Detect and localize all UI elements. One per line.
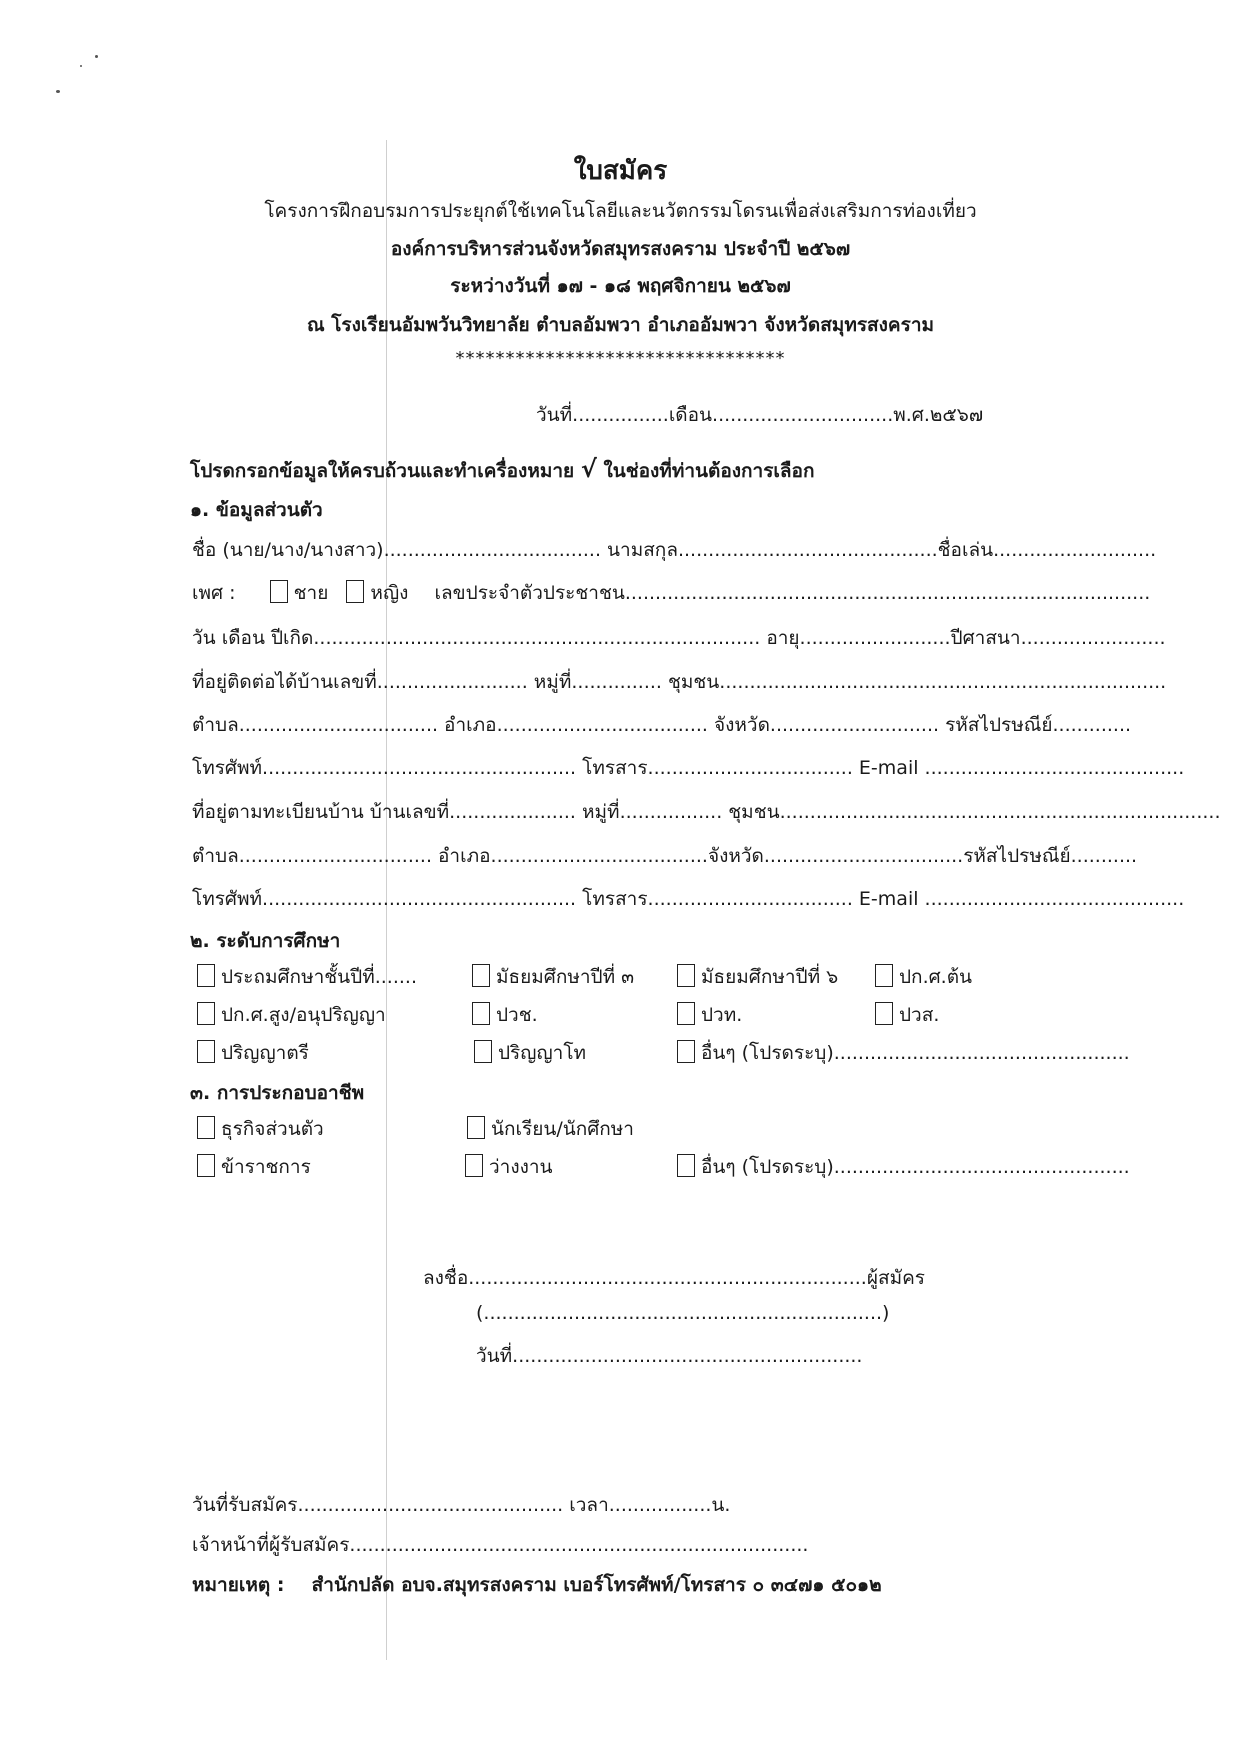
checkbox[interactable] bbox=[465, 1154, 483, 1177]
name-field[interactable]: ชื่อ (นาย/นาง/นางสาว).................................... นามสกุล...........................................ชื่อเล่น........................... bbox=[192, 539, 1157, 561]
option-label: ธุรกิจส่วนตัว bbox=[221, 1118, 324, 1140]
option-label: ปวช. bbox=[496, 1004, 538, 1026]
instruction-text bbox=[190, 455, 814, 486]
event-venue: ณ โรงเรียนอัมพวันวิทยาลัย ตำบลอัมพวา อำเภออัมพวา จังหวัดสมุทรสงคราม bbox=[306, 314, 935, 336]
checkbox[interactable] bbox=[677, 964, 695, 987]
received-date-time-field[interactable]: วันที่รับสมัคร............................................ เวลา.................น. bbox=[192, 1494, 731, 1516]
edu-option-bachelor[interactable] bbox=[197, 1038, 309, 1068]
printed-name-field[interactable]: (..................................................................) bbox=[476, 1302, 890, 1324]
signature-field[interactable]: ลงชื่อ..................................................................ผู้สมัคร bbox=[423, 1267, 926, 1289]
signature-date-field[interactable]: วันที่.......................................................... bbox=[476, 1345, 863, 1367]
id-number-field[interactable]: เลขประจำตัวประชาชน....................................................................................... bbox=[434, 582, 1151, 604]
option-label: นักเรียน/นักศึกษา bbox=[491, 1118, 634, 1140]
male-label: ชาย bbox=[293, 582, 329, 604]
female-label: หญิง bbox=[370, 582, 409, 604]
checkbox[interactable] bbox=[677, 1040, 695, 1063]
edu-option-pvt[interactable] bbox=[677, 1000, 742, 1030]
male-checkbox[interactable] bbox=[270, 580, 288, 603]
contact-address-line1[interactable]: ที่อยู่ติดต่อได้บ้านเลขที่......................... หมู่ที่............... ชุมชน.......................................................................... bbox=[192, 671, 1167, 693]
edu-option-pvs[interactable] bbox=[875, 1000, 939, 1030]
gender-label: เพศ : bbox=[192, 582, 236, 604]
edu-option-m3[interactable] bbox=[472, 962, 634, 992]
option-label: ปวส. bbox=[899, 1004, 940, 1026]
footnote-text: สำนักปลัด อบจ.สมุทรสงคราม เบอร์โทรศัพท์/โทรสาร ๐ ๓๔๗๑ ๕๐๑๒ bbox=[311, 1574, 882, 1596]
option-label: มัธยมศึกษาปีที่ ๖ bbox=[701, 966, 839, 988]
option-label: ปริญญาตรี bbox=[221, 1042, 309, 1064]
gender-row bbox=[192, 578, 1150, 608]
checkbox[interactable] bbox=[875, 1002, 893, 1025]
paper-speck bbox=[95, 55, 98, 58]
edu-option-master[interactable] bbox=[474, 1038, 586, 1068]
checkbox[interactable] bbox=[875, 964, 893, 987]
registered-phone-line[interactable]: โทรศัพท์.................................................... โทรสาร.................................. E-mail ........................................... bbox=[192, 888, 1185, 910]
form-title: ใบสมัคร bbox=[573, 156, 668, 186]
section-education-heading: ๒. ระดับการศึกษา bbox=[190, 930, 341, 952]
edu-option-primary[interactable] bbox=[197, 962, 417, 992]
option-label: ปริญญาโท bbox=[498, 1042, 587, 1064]
edu-option-other[interactable] bbox=[677, 1038, 1130, 1068]
footnote-label: หมายเหตุ : bbox=[192, 1574, 285, 1596]
checkbox[interactable] bbox=[197, 964, 215, 987]
registered-address-line2[interactable]: ตำบล................................ อำเภอ....................................จังหวัด.................................รหัสไปรษณีย์........... bbox=[192, 845, 1138, 867]
option-label: ปก.ศ.ต้น bbox=[899, 966, 973, 988]
option-label: มัธยมศึกษาปีที่ ๓ bbox=[496, 966, 635, 988]
option-label: ปก.ศ.สูง/อนุปริญญา bbox=[221, 1004, 386, 1026]
edu-option-diploma[interactable] bbox=[197, 1000, 386, 1030]
checkmark-icon: √ bbox=[580, 455, 597, 483]
birth-age-religion-field[interactable]: วัน เดือน ปีเกิด.......................................................................... อายุ.........................ปีศาสนา........................ bbox=[192, 627, 1166, 649]
edu-option-pvc[interactable] bbox=[472, 1000, 538, 1030]
job-option-student[interactable] bbox=[467, 1114, 634, 1144]
option-label: ประถมศึกษาชั้นปีที่....... bbox=[221, 966, 418, 988]
checkbox[interactable] bbox=[197, 1040, 215, 1063]
job-option-business[interactable] bbox=[197, 1114, 324, 1144]
checkbox[interactable] bbox=[677, 1002, 695, 1025]
instruction-before: โปรดกรอกข้อมูลให้ครบถ้วนและทำเครื่องหมาย bbox=[190, 460, 575, 482]
checkbox[interactable] bbox=[472, 1002, 490, 1025]
option-label: ว่างงาน bbox=[489, 1156, 553, 1178]
checkbox[interactable] bbox=[197, 1002, 215, 1025]
checkbox[interactable] bbox=[472, 964, 490, 987]
option-label: ปวท. bbox=[701, 1004, 743, 1026]
separator-stars: ********************************* bbox=[455, 348, 786, 369]
receiving-officer-field[interactable]: เจ้าหน้าที่ผู้รับสมัคร............................................................................ bbox=[192, 1534, 809, 1556]
checkbox[interactable] bbox=[197, 1154, 215, 1177]
footnote bbox=[192, 1570, 882, 1600]
edu-option-m6[interactable] bbox=[677, 962, 838, 992]
organization-line: องค์การบริหารส่วนจังหวัดสมุทรสงคราม ประจำปี ๒๕๖๗ bbox=[390, 238, 851, 260]
job-option-government[interactable] bbox=[197, 1152, 311, 1182]
option-label: อื่นๆ (โปรดระบุ)................................................. bbox=[701, 1156, 1130, 1178]
checkbox[interactable] bbox=[197, 1116, 215, 1139]
option-label: อื่นๆ (โปรดระบุ)................................................. bbox=[701, 1042, 1130, 1064]
registered-address-line1[interactable]: ที่อยู่ตามทะเบียนบ้าน บ้านเลขที่..................... หมู่ที่................. ชุมชน......................................................................... bbox=[192, 801, 1221, 823]
edu-option-pkst[interactable] bbox=[875, 962, 972, 992]
checkbox[interactable] bbox=[467, 1116, 485, 1139]
job-option-other[interactable] bbox=[677, 1152, 1130, 1182]
job-option-unemployed[interactable] bbox=[465, 1152, 553, 1182]
contact-phone-line[interactable]: โทรศัพท์.................................................... โทรสาร.................................. E-mail ........................................... bbox=[192, 757, 1185, 779]
paper-speck bbox=[80, 65, 82, 67]
section-occupation-heading: ๓. การประกอบอาชีพ bbox=[190, 1082, 365, 1104]
form-date-field[interactable]: วันที่................เดือน..............................พ.ศ.๒๕๖๗ bbox=[536, 404, 984, 426]
instruction-after: ในช่องที่ท่านต้องการเลือก bbox=[603, 460, 815, 482]
checkbox[interactable] bbox=[474, 1040, 492, 1063]
female-checkbox[interactable] bbox=[346, 580, 364, 603]
event-dates: ระหว่างวันที่ ๑๗ - ๑๘ พฤศจิกายน ๒๕๖๗ bbox=[450, 275, 791, 297]
option-label: ข้าราชการ bbox=[221, 1156, 311, 1178]
paper-speck bbox=[56, 90, 60, 93]
section-personal-heading: ๑. ข้อมูลส่วนตัว bbox=[190, 499, 323, 521]
project-name: โครงการฝึกอบรมการประยุกต์ใช้เทคโนโลยีและนวัตกรรมโดรนเพื่อส่งเสริมการท่องเที่ยว bbox=[264, 200, 977, 222]
checkbox[interactable] bbox=[677, 1154, 695, 1177]
contact-address-line2[interactable]: ตำบล................................. อำเภอ................................... จังหวัด............................ รหัสไปรษณีย์............. bbox=[192, 714, 1132, 736]
